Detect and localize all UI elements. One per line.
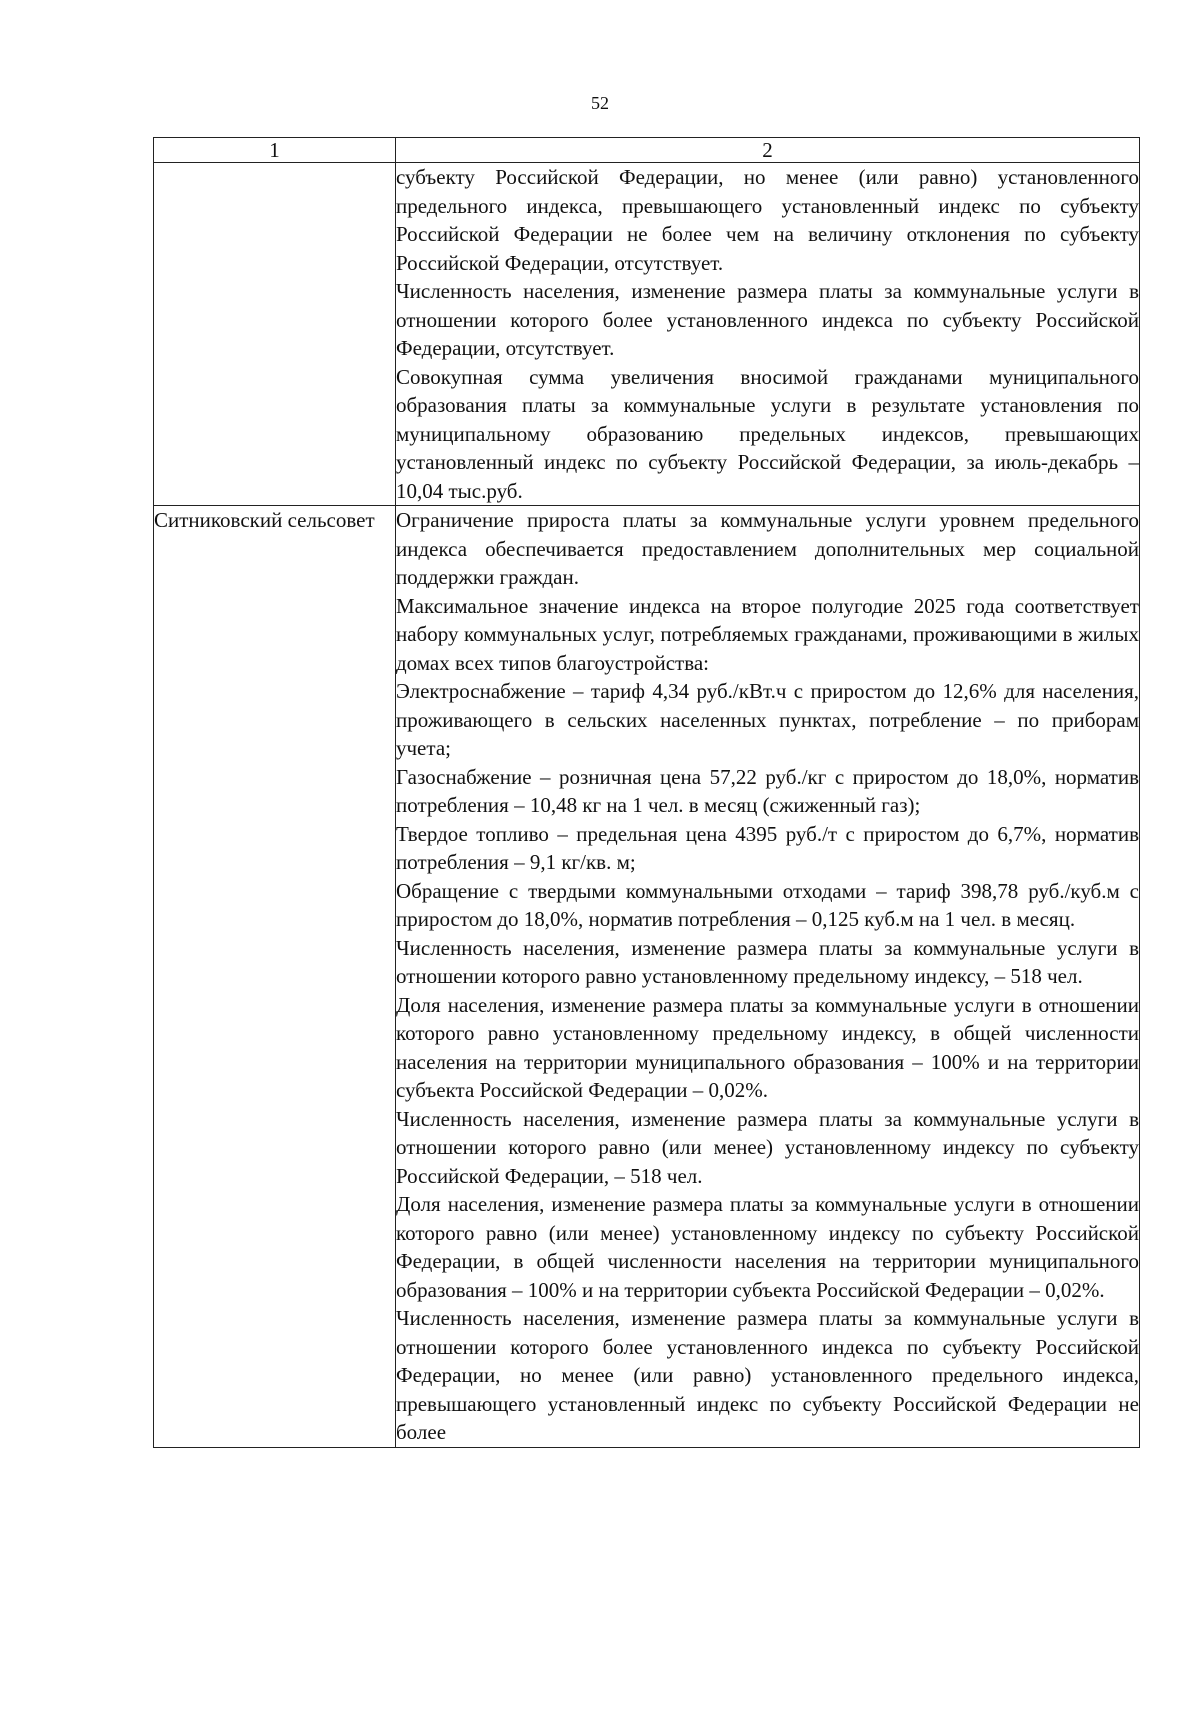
paragraph: Численность населения, изменение размера платы за коммунальные услуги в отношении которого более установленного индекса по субъекту Российской Федерации, но менее (или равно) установленного предельного индекса, превышающего установленный индекс по субъекту Российской Федерации не более (396, 1306, 1139, 1444)
paragraph: Обращение с твердыми коммунальными отходами – тариф 398,78 руб./куб.м с приростом до 18,0%, норматив потребления – 0,125 куб.м на 1 чел. в месяц. (396, 878, 1139, 931)
page-number: 52 (591, 93, 609, 113)
paragraph: Электроснабжение – тариф 4,34 руб./кВт.ч с приростом до 12,6% для населения, проживающего в сельских населенных пунктах, потребление – по приборам учета; (396, 679, 1139, 760)
index-table (153, 137, 1140, 1448)
table-row (154, 506, 1140, 1448)
paragraph: Численность населения, изменение размера платы за коммунальные услуги в отношении которого более установленного индекса по субъекту Российской Федерации, отсутствует. (396, 279, 1139, 360)
description-cell (396, 506, 1140, 1448)
table-row (154, 163, 1140, 506)
column-header-1: 1 (154, 138, 396, 163)
table-header-row (154, 138, 1140, 163)
paragraph: Доля населения, изменение размера платы за коммунальные услуги в отношении которого равно установленному предельному индексу, в общей численности населения на территории муниципального образования – 100% и на территории субъекта Российской Федерации – 0,02%. (396, 992, 1139, 1102)
column-header-2: 2 (396, 138, 1140, 163)
paragraph: субъекту Российской Федерации, но менее (или равно) установленного предельного индекса, превышающего установленный индекс по субъекту Российской Федерации не более чем на величину отклонения по субъекту Российской Федерации, отсутствует. (396, 165, 1139, 275)
paragraph: Численность населения, изменение размера платы за коммунальные услуги в отношении которого равно (или менее) установленному индексу по субъекту Российской Федерации, – 518 чел. (396, 1106, 1139, 1188)
paragraph: Ограничение прироста платы за коммунальные услуги уровнем предельного индекса обеспечивается предоставлением дополнительных мер социальной поддержки граждан. (396, 508, 1139, 589)
paragraph: Твердое топливо – предельная цена 4395 руб./т с приростом до 6,7%, норматив потребления – 9,1 кг/кв. м; (396, 821, 1139, 874)
paragraph: Численность населения, изменение размера платы за коммунальные услуги в отношении которого равно установленному предельному индексу, – 518 чел. (396, 935, 1139, 988)
paragraph: Максимальное значение индекса на второе полугодие 2025 года соответствует набору коммунальных услуг, потребляемых гражданами, проживающими в жилых домах всех типов благоустройства: (396, 593, 1139, 675)
paragraph: Доля населения, изменение размера платы за коммунальные услуги в отношении которого равно (или менее) установленному индексу по субъекту Российской Федерации, в общей численности населения на территории муниципального образования – 100% и на территории субъекта Российской Федерации – 0,02%. (396, 1192, 1139, 1302)
municipality-cell: Ситниковский сельсовет (154, 506, 396, 1448)
description-cell (396, 163, 1140, 506)
paragraph: Газоснабжение – розничная цена 57,22 руб./кг с приростом до 18,0%, норматив потребления – 10,48 кг на 1 чел. в месяц (сжиженный газ); (396, 764, 1139, 817)
paragraph: Совокупная сумма увеличения вносимой гражданами муниципального образования платы за коммунальные услуги в результате установления по муниципальному образованию предельных индексов, превышающих установленный индекс по субъекту Российской Федерации, за июль-декабрь – 10,04 тыс.руб. (396, 364, 1139, 503)
municipality-cell (154, 163, 396, 506)
